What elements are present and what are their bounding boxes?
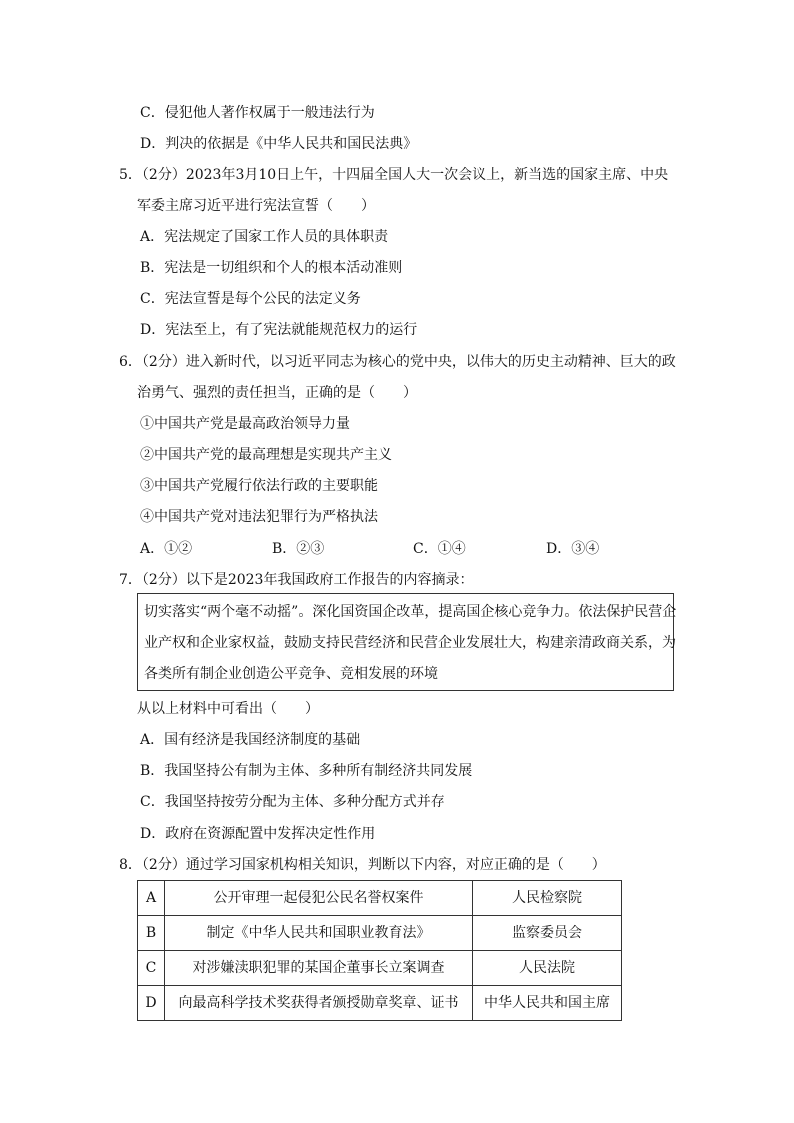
q5-stem-line1: 5．（2分）2023年3月10日上午，十四届全国人大一次会议上，新当选的国家主席、中央 [119, 167, 669, 183]
q7-option-c: C．我国坚持按劳分配为主体、多种分配方式并存 [140, 794, 445, 810]
q8-row-content: 向最高科学技术奖获得者颁授勋章奖章、证书 [165, 986, 473, 1021]
q6-choice-b: B．②③ [272, 541, 325, 557]
q7-option-b: B．我国坚持公有制为主体、多种所有制经济共同发展 [140, 763, 473, 779]
q6-item-2: ②中国共产党的最高理想是实现共产主义 [140, 447, 392, 463]
q8-row-letter: C [138, 951, 165, 986]
q6-choice-a: A．①② [140, 541, 193, 557]
q6-item-3: ③中国共产党履行依法行政的主要职能 [140, 478, 378, 494]
q8-table [137, 880, 622, 1021]
q4-option-d: D．判决的依据是《中华人民共和国民法典》 [140, 136, 418, 152]
q7-material-line3: 各类所有制企业创造公平竞争、竞相发展的环境 [144, 666, 438, 682]
q7-option-d: D．政府在资源配置中发挥决定性作用 [140, 826, 376, 842]
q8-stem: 8．（2分）通过学习国家机构相关知识，判断以下内容，对应正确的是（ ） [119, 857, 606, 873]
q8-row-letter: B [138, 916, 165, 951]
q8-row-org: 中华人民共和国主席 [473, 986, 622, 1021]
q6-choice-c: C．①④ [413, 541, 466, 557]
q8-table-row [138, 986, 622, 1021]
q8-row-org: 人民检察院 [473, 881, 622, 916]
q6-choice-d: D．③④ [546, 541, 600, 557]
q5-option-c: C．宪法宣誓是每个公民的法定义务 [140, 291, 361, 307]
q5-option-a: A．宪法规定了国家工作人员的具体职责 [140, 229, 389, 245]
q7-material-line2: 业产权和企业家权益，鼓励支持民营经济和民营企业发展壮大，构建亲清政商关系，为 [144, 635, 676, 651]
q7-option-a: A．国有经济是我国经济制度的基础 [140, 732, 361, 748]
q8-row-content: 制定《中华人民共和国职业教育法》 [165, 916, 473, 951]
q8-row-content: 公开审理一起侵犯公民名誉权案件 [165, 881, 473, 916]
q7-stem: 7．（2分）以下是2023年我国政府工作报告的内容摘录： [119, 572, 474, 588]
q8-row-org: 人民法院 [473, 951, 622, 986]
q6-stem-line2: 治勇气、强烈的责任担当，正确的是（ ） [137, 385, 417, 401]
q6-item-4: ④中国共产党对违法犯罪行为严格执法 [140, 509, 378, 525]
q8-row-letter: A [138, 881, 165, 916]
q8-row-letter: D [138, 986, 165, 1021]
q8-table-row [138, 881, 622, 916]
q5-option-d: D．宪法至上，有了宪法就能规范权力的运行 [140, 322, 418, 338]
q8-table-row [138, 951, 622, 986]
q8-row-org: 监察委员会 [473, 916, 622, 951]
q5-option-b: B．宪法是一切组织和个人的根本活动准则 [140, 260, 403, 276]
q5-stem-line2: 军委主席习近平进行宪法宣誓（ ） [137, 198, 375, 214]
q4-option-c: C．侵犯他人著作权属于一般违法行为 [140, 105, 375, 121]
q8-table-row [138, 916, 622, 951]
q6-item-1: ①中国共产党是最高政治领导力量 [140, 416, 350, 432]
q6-stem-line1: 6．（2分）进入新时代，以习近平同志为核心的党中央，以伟大的历史主动精神、巨大的政 [119, 354, 676, 370]
q8-row-content: 对涉嫌渎职犯罪的某国企董事长立案调查 [165, 951, 473, 986]
q7-prompt: 从以上材料中可看出（ ） [137, 701, 319, 717]
q7-material-box [137, 593, 677, 691]
q7-material-line1: 切实落实“两个毫不动摇”。深化国资国企改革，提高国企核心竞争力。依法保护民营企 [144, 604, 677, 620]
